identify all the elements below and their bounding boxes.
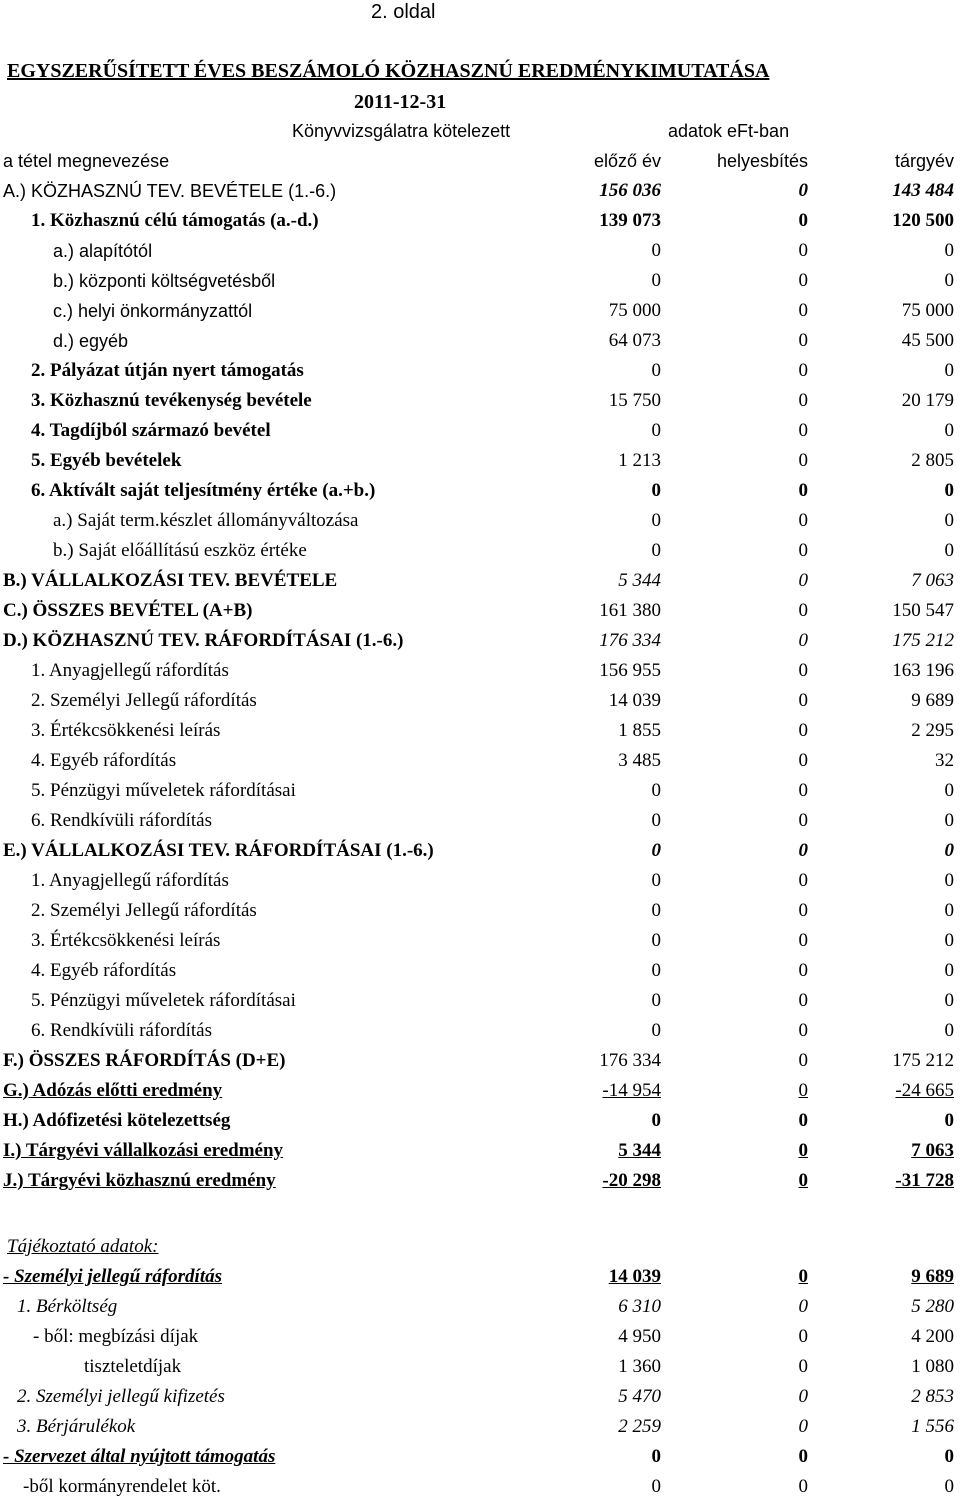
prev-year-value: 0 bbox=[651, 810, 661, 831]
current-year-value: 45 500 bbox=[901, 330, 954, 351]
info-row bbox=[0, 1352, 960, 1382]
prev-year-value: 14 039 bbox=[608, 690, 661, 711]
prev-year-value: -14 954 bbox=[602, 1080, 661, 1101]
current-year-value: 143 484 bbox=[892, 180, 954, 201]
prev-year-value: 5 344 bbox=[618, 570, 661, 591]
prev-year-value: 0 bbox=[651, 270, 661, 291]
correction-value: 0 bbox=[798, 510, 808, 531]
statement-row bbox=[0, 986, 960, 1016]
statement-row bbox=[0, 206, 960, 236]
prev-year-value: 0 bbox=[651, 900, 661, 921]
statement-row bbox=[0, 536, 960, 566]
prev-year-value: 161 380 bbox=[599, 600, 661, 621]
row-label: b.) Saját előállítású eszköz értéke bbox=[53, 540, 307, 561]
prev-year-value: 0 bbox=[651, 780, 661, 801]
row-label: G.) Adózás előtti eredmény bbox=[3, 1080, 223, 1101]
row-label: 5. Pénzügyi műveletek ráfordításai bbox=[31, 780, 296, 801]
statement-row bbox=[0, 776, 960, 806]
info-row bbox=[0, 1262, 960, 1292]
prev-year-value: 156 955 bbox=[599, 660, 661, 681]
row-label: - ből: megbízási díjak bbox=[33, 1326, 199, 1347]
statement-row bbox=[0, 686, 960, 716]
current-year-value: 9 689 bbox=[911, 1266, 954, 1287]
correction-value: 0 bbox=[798, 1110, 808, 1131]
statement-row bbox=[0, 1076, 960, 1106]
prev-year-value: 0 bbox=[651, 420, 661, 441]
column-header-curr: tárgyév bbox=[894, 151, 954, 171]
prev-year-value: 156 036 bbox=[599, 180, 661, 201]
correction-value: 0 bbox=[798, 600, 808, 621]
correction-value: 0 bbox=[798, 270, 808, 291]
current-year-value: 0 bbox=[944, 810, 954, 831]
row-label: 1. Anyagjellegű ráfordítás bbox=[31, 660, 229, 681]
prev-year-value: 1 213 bbox=[618, 450, 661, 471]
column-header-corr: helyesbítés bbox=[716, 151, 808, 171]
statement-row bbox=[0, 596, 960, 626]
current-year-value: 0 bbox=[944, 1476, 954, 1497]
correction-value: 0 bbox=[798, 300, 808, 321]
current-year-value: 150 547 bbox=[892, 600, 954, 621]
prev-year-value: 0 bbox=[651, 990, 661, 1011]
row-label: 3. Közhasznú tevékenység bevétele bbox=[31, 390, 312, 411]
current-year-value: 0 bbox=[944, 420, 954, 441]
current-year-value: 20 179 bbox=[901, 390, 954, 411]
correction-value: 0 bbox=[798, 180, 808, 201]
statement-row bbox=[0, 236, 960, 266]
row-label: a.) Saját term.készlet állományváltozása bbox=[53, 510, 359, 531]
correction-value: 0 bbox=[798, 1050, 808, 1071]
correction-value: 0 bbox=[798, 1170, 808, 1191]
statement-row bbox=[0, 1046, 960, 1076]
prev-year-value: 0 bbox=[651, 510, 661, 531]
statement-row bbox=[0, 476, 960, 506]
statement-row bbox=[0, 506, 960, 536]
info-row bbox=[0, 1472, 960, 1502]
correction-value: 0 bbox=[798, 810, 808, 831]
correction-value: 0 bbox=[798, 1446, 808, 1467]
current-year-value: 0 bbox=[944, 930, 954, 951]
correction-value: 0 bbox=[798, 1296, 808, 1317]
row-label: 3. Értékcsökkenési leírás bbox=[31, 720, 221, 741]
correction-value: 0 bbox=[798, 900, 808, 921]
row-label: 3. Értékcsökkenési leírás bbox=[31, 930, 221, 951]
correction-value: 0 bbox=[798, 990, 808, 1011]
prev-year-value: 75 000 bbox=[608, 300, 661, 321]
correction-value: 0 bbox=[798, 1326, 808, 1347]
statement-row bbox=[0, 416, 960, 446]
row-label: 6. Aktívált saját teljesítmény értéke (a.+b.) bbox=[31, 480, 376, 501]
statement-row bbox=[0, 716, 960, 746]
row-label: a.) alapítótól bbox=[53, 241, 153, 261]
prev-year-value: 0 bbox=[651, 1110, 661, 1131]
prev-year-value: 176 334 bbox=[599, 1050, 661, 1071]
statement-row bbox=[0, 926, 960, 956]
row-label: B.) VÁLLALKOZÁSI TEV. BEVÉTELE bbox=[3, 570, 338, 591]
prev-year-value: -20 298 bbox=[602, 1170, 661, 1191]
column-header-name: a tétel megnevezése bbox=[3, 151, 170, 171]
row-label: 4. Egyéb ráfordítás bbox=[31, 750, 177, 771]
correction-value: 0 bbox=[798, 660, 808, 681]
statement-row bbox=[0, 1016, 960, 1046]
row-label: F.) ÖSSZES RÁFORDÍTÁS (D+E) bbox=[3, 1050, 286, 1071]
row-label: A.) KÖZHASZNÚ TEV. BEVÉTELE (1.-6.) bbox=[3, 181, 337, 201]
statement-row bbox=[0, 836, 960, 866]
audit-note: Könyvvizsgálatra kötelezett bbox=[292, 121, 511, 141]
page-number: 2. oldal bbox=[371, 1, 436, 23]
current-year-value: 0 bbox=[944, 840, 954, 861]
info-section-title: Tájékoztató adatok: bbox=[7, 1236, 159, 1257]
correction-value: 0 bbox=[798, 840, 808, 861]
correction-value: 0 bbox=[798, 720, 808, 741]
info-row bbox=[0, 1322, 960, 1352]
row-label: - Személyi jellegű ráfordítás bbox=[3, 1266, 223, 1287]
prev-year-value: 0 bbox=[651, 540, 661, 561]
statement-row bbox=[0, 866, 960, 896]
prev-year-value: 5 470 bbox=[618, 1386, 661, 1407]
correction-value: 0 bbox=[798, 330, 808, 351]
correction-value: 0 bbox=[798, 1356, 808, 1377]
correction-value: 0 bbox=[798, 210, 808, 231]
row-label: 2. Személyi jellegű kifizetés bbox=[17, 1386, 225, 1407]
row-label: I.) Tárgyévi vállalkozási eredmény bbox=[3, 1140, 284, 1161]
correction-value: 0 bbox=[798, 780, 808, 801]
row-label: 6. Rendkívüli ráfordítás bbox=[31, 1020, 212, 1041]
row-label: 4. Egyéb ráfordítás bbox=[31, 960, 177, 981]
correction-value: 0 bbox=[798, 1386, 808, 1407]
prev-year-value: 0 bbox=[651, 1446, 661, 1467]
prev-year-value: 0 bbox=[651, 1476, 661, 1497]
current-year-value: 7 063 bbox=[911, 1140, 954, 1161]
row-label: 2. Személyi Jellegű ráfordítás bbox=[31, 900, 257, 921]
current-year-value: 4 200 bbox=[911, 1326, 954, 1347]
current-year-value: 0 bbox=[944, 360, 954, 381]
statement-row bbox=[0, 656, 960, 686]
row-label: 1. Anyagjellegű ráfordítás bbox=[31, 870, 229, 891]
current-year-value: 0 bbox=[944, 870, 954, 891]
row-label: 1. Közhasznú célú támogatás (a.-d.) bbox=[31, 210, 319, 231]
current-year-value: 120 500 bbox=[892, 210, 954, 231]
row-label: - Szervezet által nyújtott támogatás bbox=[3, 1446, 276, 1467]
current-year-value: 0 bbox=[944, 480, 954, 501]
prev-year-value: 3 485 bbox=[618, 750, 661, 771]
correction-value: 0 bbox=[798, 390, 808, 411]
correction-value: 0 bbox=[798, 480, 808, 501]
current-year-value: 0 bbox=[944, 270, 954, 291]
current-year-value: 0 bbox=[944, 1110, 954, 1131]
statement-row bbox=[0, 566, 960, 596]
info-row bbox=[0, 1412, 960, 1442]
current-year-value: 175 212 bbox=[892, 1050, 954, 1071]
statement-row bbox=[0, 1106, 960, 1136]
statement-row bbox=[0, 1136, 960, 1166]
current-year-value: 0 bbox=[944, 1020, 954, 1041]
statement-row bbox=[0, 746, 960, 776]
prev-year-value: 0 bbox=[651, 930, 661, 951]
current-year-value: 75 000 bbox=[901, 300, 954, 321]
prev-year-value: 14 039 bbox=[608, 1266, 661, 1287]
current-year-value: 163 196 bbox=[892, 660, 954, 681]
prev-year-value: 176 334 bbox=[599, 630, 661, 651]
current-year-value: 1 556 bbox=[911, 1416, 954, 1437]
row-label: 4. Tagdíjból származó bevétel bbox=[31, 420, 271, 441]
statement-row bbox=[0, 1166, 960, 1196]
statement-row bbox=[0, 296, 960, 326]
current-year-value: 9 689 bbox=[911, 690, 954, 711]
current-year-value: 32 bbox=[935, 750, 954, 771]
correction-value: 0 bbox=[798, 1140, 808, 1161]
correction-value: 0 bbox=[798, 870, 808, 891]
row-label: C.) ÖSSZES BEVÉTEL (A+B) bbox=[3, 600, 253, 621]
current-year-value: 0 bbox=[944, 900, 954, 921]
prev-year-value: 4 950 bbox=[618, 1326, 661, 1347]
statement-row bbox=[0, 356, 960, 386]
correction-value: 0 bbox=[798, 630, 808, 651]
row-label: d.) egyéb bbox=[53, 331, 129, 351]
row-label: 2. Pályázat útján nyert támogatás bbox=[31, 360, 304, 381]
current-year-value: 0 bbox=[944, 240, 954, 261]
info-row bbox=[0, 1442, 960, 1472]
prev-year-value: 64 073 bbox=[608, 330, 661, 351]
statement-row bbox=[0, 386, 960, 416]
report-date: 2011-12-31 bbox=[354, 91, 447, 113]
prev-year-value: 0 bbox=[651, 480, 661, 501]
info-row bbox=[0, 1382, 960, 1412]
row-label: H.) Adófizetési kötelezettség bbox=[3, 1110, 231, 1131]
correction-value: 0 bbox=[798, 1416, 808, 1437]
current-year-value: 1 080 bbox=[911, 1356, 954, 1377]
current-year-value: 2 853 bbox=[911, 1386, 954, 1407]
row-label: 5. Egyéb bevételek bbox=[31, 450, 182, 471]
statement-row bbox=[0, 176, 960, 206]
prev-year-value: 1 360 bbox=[618, 1356, 661, 1377]
current-year-value: 0 bbox=[944, 990, 954, 1011]
current-year-value: 0 bbox=[944, 960, 954, 981]
prev-year-value: 0 bbox=[651, 960, 661, 981]
correction-value: 0 bbox=[798, 570, 808, 591]
current-year-value: 0 bbox=[944, 540, 954, 561]
row-label: 3. Bérjárulékok bbox=[17, 1416, 136, 1437]
row-label: 1. Bérköltség bbox=[17, 1296, 118, 1317]
row-label: tiszteletdíjak bbox=[84, 1356, 182, 1377]
current-year-value: 2 295 bbox=[911, 720, 954, 741]
prev-year-value: 15 750 bbox=[608, 390, 661, 411]
prev-year-value: 1 855 bbox=[618, 720, 661, 741]
prev-year-value: 0 bbox=[651, 870, 661, 891]
current-year-value: 5 280 bbox=[911, 1296, 954, 1317]
row-label: 5. Pénzügyi műveletek ráfordításai bbox=[31, 990, 296, 1011]
statement-row bbox=[0, 446, 960, 476]
prev-year-value: 6 310 bbox=[618, 1296, 661, 1317]
correction-value: 0 bbox=[798, 1080, 808, 1101]
row-label: J.) Tárgyévi közhasznú eredmény bbox=[3, 1170, 276, 1191]
correction-value: 0 bbox=[798, 1020, 808, 1041]
row-label: 6. Rendkívüli ráfordítás bbox=[31, 810, 212, 831]
prev-year-value: 5 344 bbox=[618, 1140, 661, 1161]
current-year-value: 0 bbox=[944, 780, 954, 801]
prev-year-value: 0 bbox=[651, 1020, 661, 1041]
column-header-row bbox=[0, 146, 960, 176]
unit-note: adatok eFt-ban bbox=[668, 121, 790, 141]
prev-year-value: 139 073 bbox=[599, 210, 661, 231]
info-row bbox=[0, 1292, 960, 1322]
correction-value: 0 bbox=[798, 450, 808, 471]
prev-year-value: 2 259 bbox=[618, 1416, 661, 1437]
correction-value: 0 bbox=[798, 420, 808, 441]
current-year-value: 0 bbox=[944, 510, 954, 531]
correction-value: 0 bbox=[798, 240, 808, 261]
current-year-value: 175 212 bbox=[892, 630, 954, 651]
correction-value: 0 bbox=[798, 360, 808, 381]
correction-value: 0 bbox=[798, 540, 808, 561]
column-header-prev: előző év bbox=[593, 151, 661, 171]
correction-value: 0 bbox=[798, 1476, 808, 1497]
statement-row bbox=[0, 326, 960, 356]
statement-row bbox=[0, 266, 960, 296]
current-year-value: 0 bbox=[944, 1446, 954, 1467]
current-year-value: 2 805 bbox=[911, 450, 954, 471]
header-notes-row bbox=[0, 116, 960, 146]
row-label: E.) VÁLLALKOZÁSI TEV. RÁFORDÍTÁSAI (1.-6.) bbox=[3, 840, 434, 861]
prev-year-value: 0 bbox=[651, 360, 661, 381]
row-label: 2. Személyi Jellegű ráfordítás bbox=[31, 690, 257, 711]
correction-value: 0 bbox=[798, 690, 808, 711]
row-label: b.) központi költségvetésből bbox=[53, 271, 276, 291]
statement-row bbox=[0, 626, 960, 656]
statement-row bbox=[0, 896, 960, 926]
current-year-value: -24 665 bbox=[895, 1080, 954, 1101]
current-year-value: 7 063 bbox=[911, 570, 954, 591]
current-year-value: -31 728 bbox=[895, 1170, 954, 1191]
row-label: D.) KÖZHASZNÚ TEV. RÁFORDÍTÁSAI (1.-6.) bbox=[3, 630, 404, 651]
correction-value: 0 bbox=[798, 960, 808, 981]
row-label: -ből kormányrendelet köt. bbox=[23, 1476, 221, 1497]
statement-row bbox=[0, 956, 960, 986]
correction-value: 0 bbox=[798, 1266, 808, 1287]
prev-year-value: 0 bbox=[651, 840, 661, 861]
document-title: EGYSZERŰSÍTETT ÉVES BESZÁMOLÓ KÖZHASZNÚ EREDMÉNYKIMUTATÁSA bbox=[7, 60, 770, 82]
correction-value: 0 bbox=[798, 750, 808, 771]
prev-year-value: 0 bbox=[651, 240, 661, 261]
correction-value: 0 bbox=[798, 930, 808, 951]
statement-row bbox=[0, 806, 960, 836]
row-label: c.) helyi önkormányzattól bbox=[53, 301, 253, 321]
